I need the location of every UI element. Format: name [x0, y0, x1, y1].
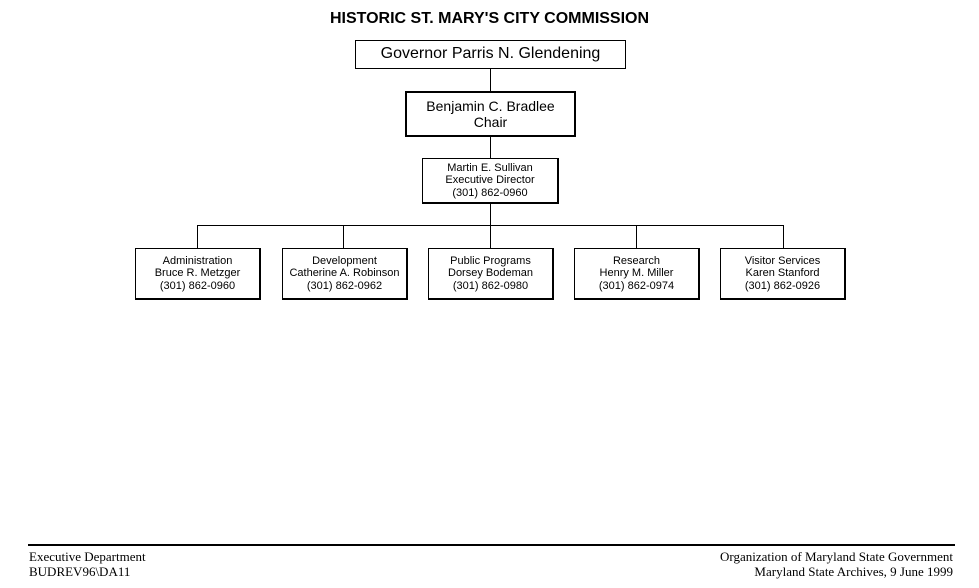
- connector-director-bus: [490, 203, 491, 225]
- footer-right-line1: Organization of Maryland State Government: [720, 549, 953, 564]
- dept-head: Dorsey Bodeman: [448, 267, 533, 280]
- dept-head: Henry M. Miller: [599, 267, 674, 280]
- dept-unit: Public Programs: [450, 254, 531, 267]
- dept-unit: Development: [312, 254, 377, 267]
- footer-right: [720, 549, 953, 579]
- chair-box: [405, 91, 576, 137]
- dept-box-visitor-services: [720, 248, 846, 300]
- footer-left-line1: Executive Department: [29, 549, 146, 564]
- governor-box: [355, 40, 626, 69]
- dept-box-administration: [135, 248, 261, 300]
- footer-right-line2: Maryland State Archives, 9 June 1999: [754, 564, 953, 579]
- dept-phone: (301) 862-0962: [306, 279, 383, 292]
- dept-phone: (301) 862-0960: [159, 279, 236, 292]
- chair-name: Benjamin C. Bradlee: [426, 97, 555, 114]
- footer-rule: [28, 544, 955, 546]
- dept-box-public-programs: [428, 248, 554, 300]
- director-role: Executive Director: [445, 174, 535, 187]
- dept-head: Catherine A. Robinson: [289, 267, 400, 280]
- director-name: Martin E. Sullivan: [447, 161, 533, 174]
- connector-drop-public-programs: [490, 225, 491, 248]
- dept-unit: Research: [612, 254, 661, 267]
- dept-box-research: [574, 248, 700, 300]
- connector-governor-chair: [490, 68, 491, 91]
- director-phone: (301) 862-0960: [452, 186, 528, 199]
- dept-unit: Administration: [162, 254, 233, 267]
- footer-left-line2: BUDREV96\DA11: [29, 564, 131, 579]
- dept-phone: (301) 862-0980: [452, 279, 529, 292]
- dept-box-development: [282, 248, 408, 300]
- dept-head: Karen Stanford: [745, 267, 820, 280]
- dept-unit: Visitor Services: [744, 254, 821, 267]
- connector-chair-director: [490, 136, 491, 158]
- chair-role: Chair: [473, 114, 508, 130]
- connector-drop-development: [343, 225, 344, 248]
- dept-head: Bruce R. Metzger: [154, 267, 241, 280]
- chart-title: HISTORIC ST. MARY'S CITY COMMISSION: [329, 10, 650, 27]
- connector-drop-visitor-services: [783, 225, 784, 248]
- dept-phone: (301) 862-0974: [598, 279, 675, 292]
- connector-drop-research: [636, 225, 637, 248]
- connector-drop-administration: [197, 225, 198, 248]
- footer-left: [29, 549, 146, 579]
- dept-phone: (301) 862-0926: [744, 279, 821, 292]
- governor-name: Governor Parris N. Glendening: [380, 45, 601, 63]
- director-box: [422, 158, 559, 204]
